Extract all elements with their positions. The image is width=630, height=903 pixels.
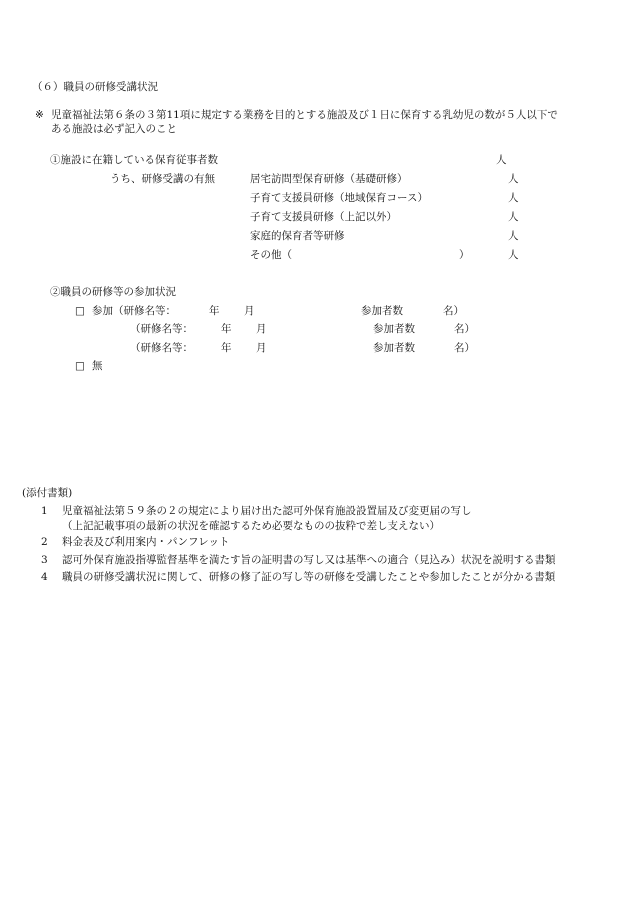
participation-month: 月 — [256, 342, 267, 354]
participation-no-checkbox[interactable]: □ — [75, 360, 85, 372]
participation-count-unit: 名） — [454, 342, 475, 354]
training-name-other: その他（ — [250, 249, 292, 261]
training-unit: 人 — [508, 211, 519, 223]
participation-count-label: 参加者数 — [373, 323, 415, 335]
training-name: 居宅訪問型保育研修（基礎研修） — [250, 173, 408, 185]
training-unit: 人 — [508, 230, 519, 242]
participation-count-label: 参加者数 — [373, 342, 415, 354]
participation-year: 年 — [209, 305, 220, 317]
training-name: 子育て支援員研修（地域保育コース） — [250, 192, 428, 204]
participation-count-unit: 名） — [443, 305, 464, 317]
note-mark: ※ — [35, 109, 44, 121]
training-sub-label: うち、研修受講の有無 — [110, 173, 215, 185]
attachment-number: 1 — [41, 505, 48, 517]
note-line-2: ある施設は必ず記入のこと — [51, 123, 177, 135]
note-line-1: 児童福祉法第６条の３第11項に規定する業務を目的とする施設及び１日に保育する乳幼児の数が５人以下で — [51, 109, 558, 121]
participation-yes-checkbox[interactable]: □ — [75, 305, 85, 317]
attachment-number: 3 — [41, 554, 48, 566]
participation-row-prefix: （研修名等： — [130, 323, 193, 335]
training-name: 子育て支援員研修（上記以外） — [250, 211, 397, 223]
participation-year: 年 — [221, 323, 232, 335]
participation-heading: ②職員の研修等の参加状況 — [50, 286, 176, 298]
participation-row-prefix: （研修名等： — [130, 342, 193, 354]
participation-count-unit: 名） — [454, 323, 475, 335]
staff-count-unit: 人 — [496, 154, 507, 166]
attachments-heading: (添付書類) — [22, 487, 73, 499]
participation-year: 年 — [221, 342, 232, 354]
attachment-text: 職員の研修受講状況に関して、研修の修了証の写し等の研修を受講したことや参加したことが分かる書類 — [62, 571, 556, 583]
attachment-text: 児童福祉法第５９条の２の規定により届け出た認可外保育施設設置届及び変更届の写し — [62, 505, 472, 517]
training-unit: 人 — [508, 192, 519, 204]
section-heading: （６）職員の研修受講状況 — [32, 81, 158, 93]
participation-month: 月 — [256, 323, 267, 335]
attachment-text: 認可外保育施設指導監督基準を満たす旨の証明書の写し又は基準への適合（見込み）状況を説明する書類 — [62, 554, 556, 566]
training-name: 家庭的保育者等研修 — [250, 230, 345, 242]
training-other-close: ） — [459, 249, 470, 261]
participation-count-label: 参加者数 — [361, 305, 403, 317]
attachment-number: 2 — [41, 536, 48, 548]
training-unit: 人 — [508, 173, 519, 185]
participation-yes-label: 参加（研修名等： — [92, 305, 176, 317]
attachment-text-note: （上記記載事項の最新の状況を確認するため必要なものの抜粋で差し支えない） — [62, 520, 440, 532]
training-unit: 人 — [508, 249, 519, 261]
participation-no-label: 無 — [92, 360, 103, 372]
attachment-number: 4 — [41, 571, 48, 583]
participation-month: 月 — [244, 305, 255, 317]
staff-count-label: ①施設に在籍している保育従事者数 — [50, 154, 218, 166]
attachment-text: 料金表及び利用案内・パンフレット — [62, 536, 230, 548]
